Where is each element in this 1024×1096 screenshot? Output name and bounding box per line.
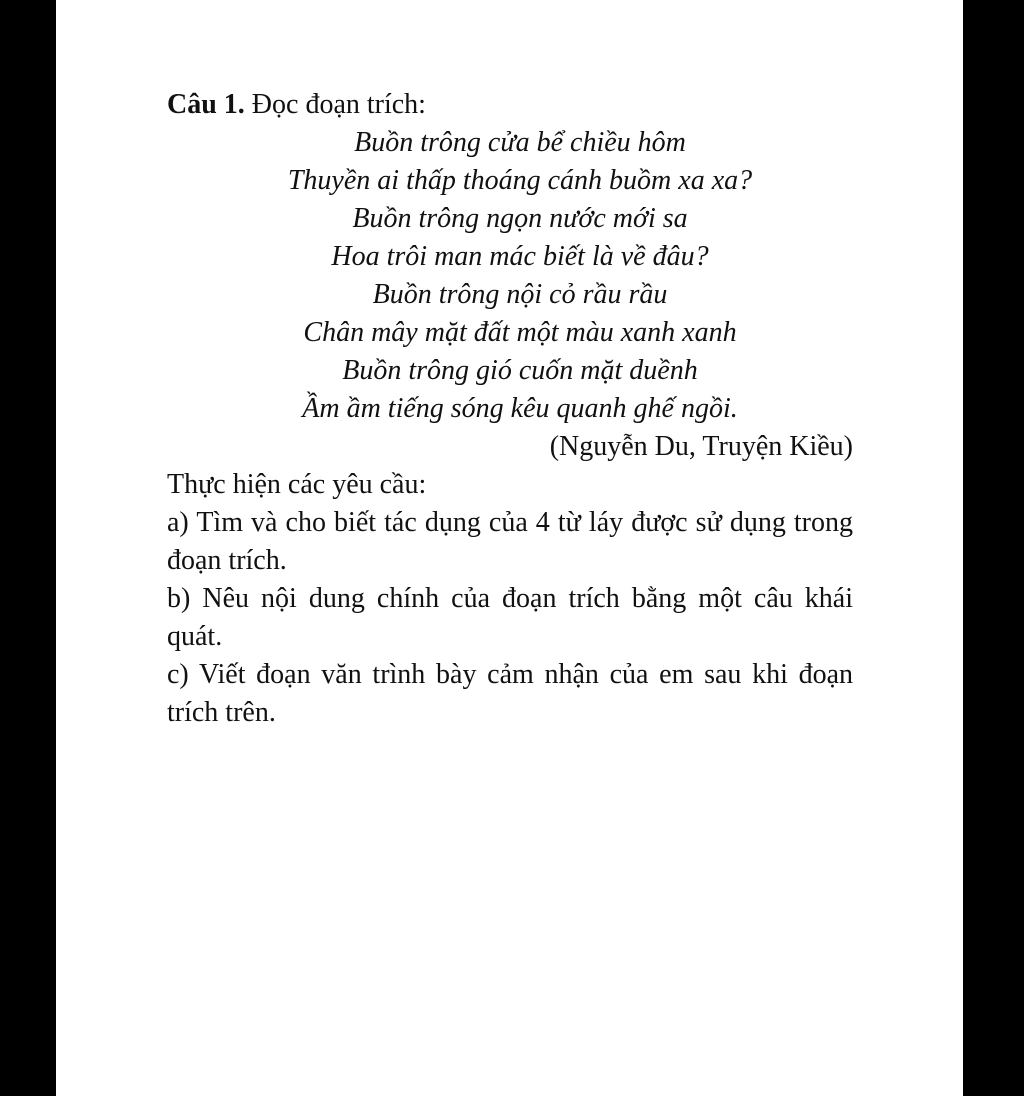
question-header <box>167 86 853 124</box>
task-a: a) Tìm và cho biết tác dụng của 4 từ láy được sử dụng trong đoạn trích. <box>167 507 853 576</box>
task-c: c) Viết đoạn văn trình bày cảm nhận của em sau khi đoạn trích trên. <box>167 659 853 728</box>
poem-line: Buồn trông cửa bể chiều hôm <box>354 127 686 158</box>
poem-source: (Nguyễn Du, Truyện Kiều) <box>549 431 853 462</box>
document-page <box>56 0 963 1096</box>
task-b: b) Nêu nội dung chính của đoạn trích bằng một câu khái quát. <box>167 583 853 652</box>
question-label: Câu 1. <box>167 89 245 120</box>
tasks-heading: Thực hiện các yêu cầu: <box>167 469 427 500</box>
poem-line: Buồn trông ngọn nước mới sa <box>352 203 688 234</box>
poem-line: Hoa trôi man mác biết là về đâu? <box>331 241 709 272</box>
poem-excerpt <box>167 124 853 428</box>
poem-line: Chân mây mặt đất một màu xanh xanh <box>303 317 737 348</box>
poem-line: Thuyền ai thấp thoáng cánh buồm xa xa? <box>287 165 753 196</box>
poem-line: Buồn trông gió cuốn mặt duềnh <box>342 355 698 386</box>
question-instruction: Đọc đoạn trích: <box>244 89 426 120</box>
poem-line: Ầm ầm tiếng sóng kêu quanh ghế ngồi. <box>302 393 738 424</box>
question-content <box>167 86 853 732</box>
poem-line: Buồn trông nội cỏ rầu rầu <box>372 279 668 310</box>
